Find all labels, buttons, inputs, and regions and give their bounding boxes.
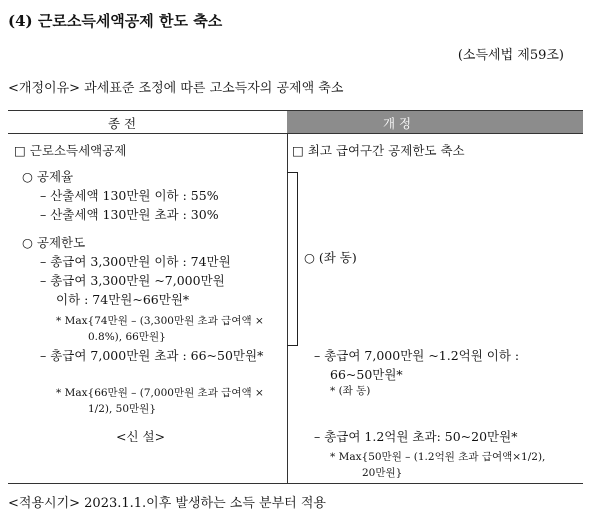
old-limit-2-line-1: – 총급여 3,300만원 ~7,000만원 — [40, 273, 225, 288]
old-limit-3: – 총급여 7,000만원 초과 : 66~50만원* — [40, 348, 264, 363]
old-header-label: 종 전 — [108, 116, 137, 131]
old-limit-2-note-line-1: * Max{74만원 – (3,300만원 초과 급여액 × — [56, 315, 264, 327]
new-limit-2-note-line-2: 20만원} — [362, 467, 403, 479]
new-same-as-left: ○ (좌 동) — [304, 250, 357, 265]
old-limit-1: – 총급여 3,300만원 이하 : 74만원 — [40, 254, 231, 269]
old-limit-2-line-2: 이하 : 74만원~66만원* — [56, 292, 190, 307]
comparison-table — [8, 110, 583, 484]
amendment-reason: <개정이유> 과세표준 조정에 따른 고소득자의 공제액 축소 — [8, 81, 344, 96]
section-title: (4) 근로소득세액공제 한도 축소 — [8, 12, 223, 30]
new-header-label: 개 정 — [383, 116, 412, 131]
old-limit-title: ○ 공제한도 — [22, 235, 86, 250]
old-column-header — [8, 111, 287, 134]
new-limit-1-note: * (좌 동) — [330, 385, 371, 397]
old-limit-2-note-line-2: 0.8%), 66만원} — [88, 331, 166, 343]
old-limit-3-note-line-1: * Max{66만원 – (7,000만원 초과 급여액 × — [56, 387, 264, 399]
new-section-heading: □ 최고 급여구간 공제한도 축소 — [292, 143, 465, 158]
same-as-left-bracket — [287, 172, 298, 346]
old-limit-3-note-line-2: 1/2), 50만원} — [88, 403, 156, 415]
old-section-heading: □ 근로소득세액공제 — [14, 143, 127, 158]
new-limit-2-note-line-1: * Max{50만원 – (1.2억원 초과 급여액×1/2), — [330, 451, 546, 463]
new-column-header — [287, 111, 583, 134]
new-limit-1-line-2: 66~50만원* — [330, 367, 403, 382]
old-rate-title: ○ 공제율 — [22, 169, 74, 184]
new-limit-1-line-1: – 총급여 7,000만원 ~1.2억원 이하 : — [314, 348, 520, 363]
new-limit-2: – 총급여 1.2억원 초과: 50~20만원* — [314, 429, 518, 444]
law-reference: (소득세법 제59조) — [457, 48, 564, 63]
old-rate-2: – 산출세액 130만원 초과 : 30% — [40, 207, 219, 222]
old-rate-1: – 산출세액 130만원 이하 : 55% — [40, 188, 219, 203]
effective-date: <적용시기> 2023.1.1.이후 발생하는 소득 분부터 적용 — [8, 496, 326, 511]
old-new-provision: <신 설> — [116, 429, 166, 444]
